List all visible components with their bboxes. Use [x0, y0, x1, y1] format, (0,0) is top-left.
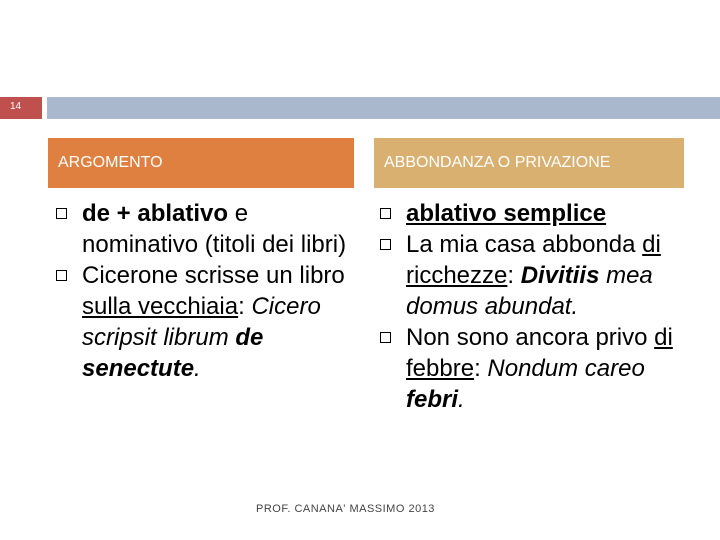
bullet-text: : — [474, 355, 488, 382]
square-bullet-icon — [56, 270, 67, 281]
square-bullet-icon — [380, 332, 391, 343]
bullet-text: Non sono ancora privo — [406, 324, 655, 351]
square-bullet-icon — [380, 239, 391, 250]
bullet-bold-text: de + ablativo — [82, 200, 229, 227]
latin-text: . — [458, 386, 465, 413]
bullet-item — [56, 260, 362, 384]
right-column — [380, 198, 700, 415]
latin-text: Cicero scripsit librum — [82, 293, 321, 351]
bullet-text: e nominativo (titoli dei libri) — [82, 200, 347, 258]
square-bullet-icon — [380, 208, 391, 219]
bullet-item — [56, 198, 362, 260]
header-abbondanza: ABBONDANZA O PRIVAZIONE — [374, 138, 684, 188]
latin-text: mea domus abundat. — [406, 262, 653, 320]
footer-author: PROF. CANANA' MASSIMO 2013 — [256, 503, 435, 515]
underlined-text: di febbre — [406, 324, 673, 382]
underlined-text: ricchezze — [406, 262, 508, 289]
underlined-text: di — [642, 231, 661, 258]
left-column — [56, 198, 362, 384]
square-bullet-icon — [56, 208, 67, 219]
bullet-text: Cicerone scrisse un libro — [82, 262, 345, 289]
bullet-bold-text: ablativo semplice — [406, 200, 607, 227]
bullet-item — [380, 322, 700, 415]
latin-bold-text: de senectute — [82, 324, 264, 382]
bullet-text: La mia casa abbonda — [406, 231, 643, 258]
latin-bold-text: febri — [406, 386, 459, 413]
slide-number: 14 — [10, 101, 22, 112]
underlined-text: sulla vecchiaia — [82, 293, 239, 320]
bullet-item — [380, 198, 700, 229]
header-argomento: ARGOMENTO — [48, 138, 354, 188]
latin-bold-text: Divitiis — [520, 262, 600, 289]
bullet-text: : — [238, 293, 252, 320]
bullet-text: : — [507, 262, 521, 289]
title-bar — [47, 97, 720, 119]
latin-text: . — [194, 355, 201, 382]
latin-text: Nondum careo — [487, 355, 645, 382]
bullet-item — [380, 229, 700, 322]
